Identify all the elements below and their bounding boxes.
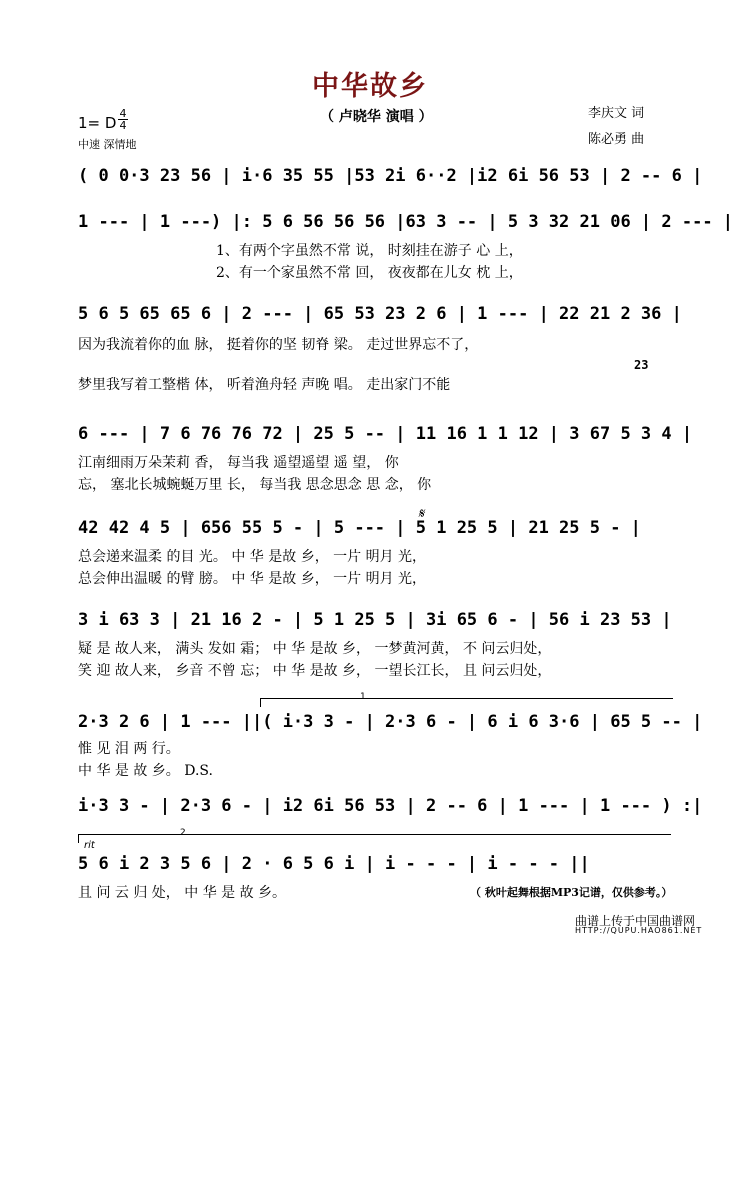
lyric-line: 梦里我写着工整楷 体， 听着渔舟轻 声晚 唱。 走出家门不能 [78,377,451,393]
time-signature [118,108,128,131]
time-signature-top: 4 [119,107,127,120]
notation-line: 42 42 4 5 | 656 55 5 - | 5 --- | 5 1 25 5 | 21 25 5 - | [78,518,641,538]
lyric-line: 江南细雨万朵茉莉 香， 每当我 遥望遥望 遥 望， 你 [78,455,399,471]
tempo-marking: 中速 深情地 [78,138,137,151]
score-sheet [50,52,734,934]
site-credit: 曲谱上传于中国曲谱网 [575,914,696,928]
lyric-line: 2、有一个家虽然不常 回， 夜夜都在儿女 枕 上， [216,265,523,281]
composer-credit: 陈必勇 曲 [588,132,645,147]
song-title: 中华故乡 [312,71,428,102]
notation-line: 5 6 i 2 3 5 6 | 2 · 6 5 6 i | i - - - | i - - - || [78,854,590,874]
lyric-line: 1、有两个字虽然不常 说， 时刻挂在游子 心 上， [216,243,523,259]
lyric-line: 且 问 云 归 处， 中 华 是 故 乡。 [78,885,287,901]
volta-bracket-2 [78,834,671,843]
notation-line: 6 --- | 7 6 76 76 72 | 25 5 -- | 11 16 1 1 12 | 3 67 5 3 4 | [78,424,693,444]
volta-number: 2 [180,828,186,838]
singer-credit: （ 卢晓华 演唱 ） [320,109,433,125]
time-signature-bottom: 4 [119,119,127,132]
lyric-line: 笑 迎 故人来， 乡音 不曾 忘； 中 华 是故 乡， 一望长江长， 且 问云归处， [78,663,552,679]
lyric-line: 惟 见 泪 两 行。 [78,741,180,757]
notation-line: ( 0 0·3 23 56 | i·6 35 55 |53 2i 6··2 |i2 6i 56 53 | 2 -- 6 | [78,166,703,186]
key-signature: 1= D [78,114,117,132]
notation-line: i·3 3 - | 2·3 6 - | i2 6i 56 53 | 2 -- 6 | 1 --- | 1 --- ) :| [78,796,703,816]
volta-number: 1 [360,692,366,702]
transcription-note: （ 秋叶起舞根据MP3记谱，仅供参考。） [470,886,673,899]
notation-line: 3 i 63 3 | 21 16 2 - | 5 1 25 5 | 3i 65 6 - | 56 i 23 53 | [78,610,672,630]
small-notes: 23 [634,358,649,372]
notation-line: 5 6 5 65 65 6 | 2 --- | 65 53 23 2 6 | 1 --- | 22 21 2 36 | [78,304,682,324]
site-url[interactable]: HTTP://QUPU.HAO861.NET [575,926,703,935]
lyric-line: 总会递来温柔 的目 光。 中 华 是故 乡， 一片 明月 光， [78,549,427,565]
lyric-line: 因为我流着你的血 脉， 挺着你的坚 韧脊 梁。 走过世界忘不了， [78,337,479,353]
lyricist-credit: 李庆文 词 [588,106,645,121]
lyric-line: 疑 是 故人来， 满头 发如 霜； 中 华 是故 乡， 一梦黄河黄， 不 问云归处， [78,641,552,657]
ritardando-marking: rit [84,840,95,851]
volta-bracket-1 [260,698,673,707]
notation-line: 2·3 2 6 | 1 --- ||( i·3 3 - | 2·3 6 - | 6 i 6 3·6 | 65 5 -- | [78,712,703,732]
notation-line: 1 --- | 1 ---) |: 5 6 56 56 56 |63 3 -- | 5 3 32 21 06 | 2 --- | [78,212,734,232]
lyric-line: 忘， 塞北长城蜿蜒万里 长， 每当我 思念思念 思 念， 你 [78,477,432,493]
segno-sign: 𝄋 [418,506,425,522]
lyric-line: 中 华 是 故 乡。 D.S. [78,763,213,779]
lyric-line: 总会伸出温暖 的臂 膀。 中 华 是故 乡， 一片 明月 光， [78,571,427,587]
